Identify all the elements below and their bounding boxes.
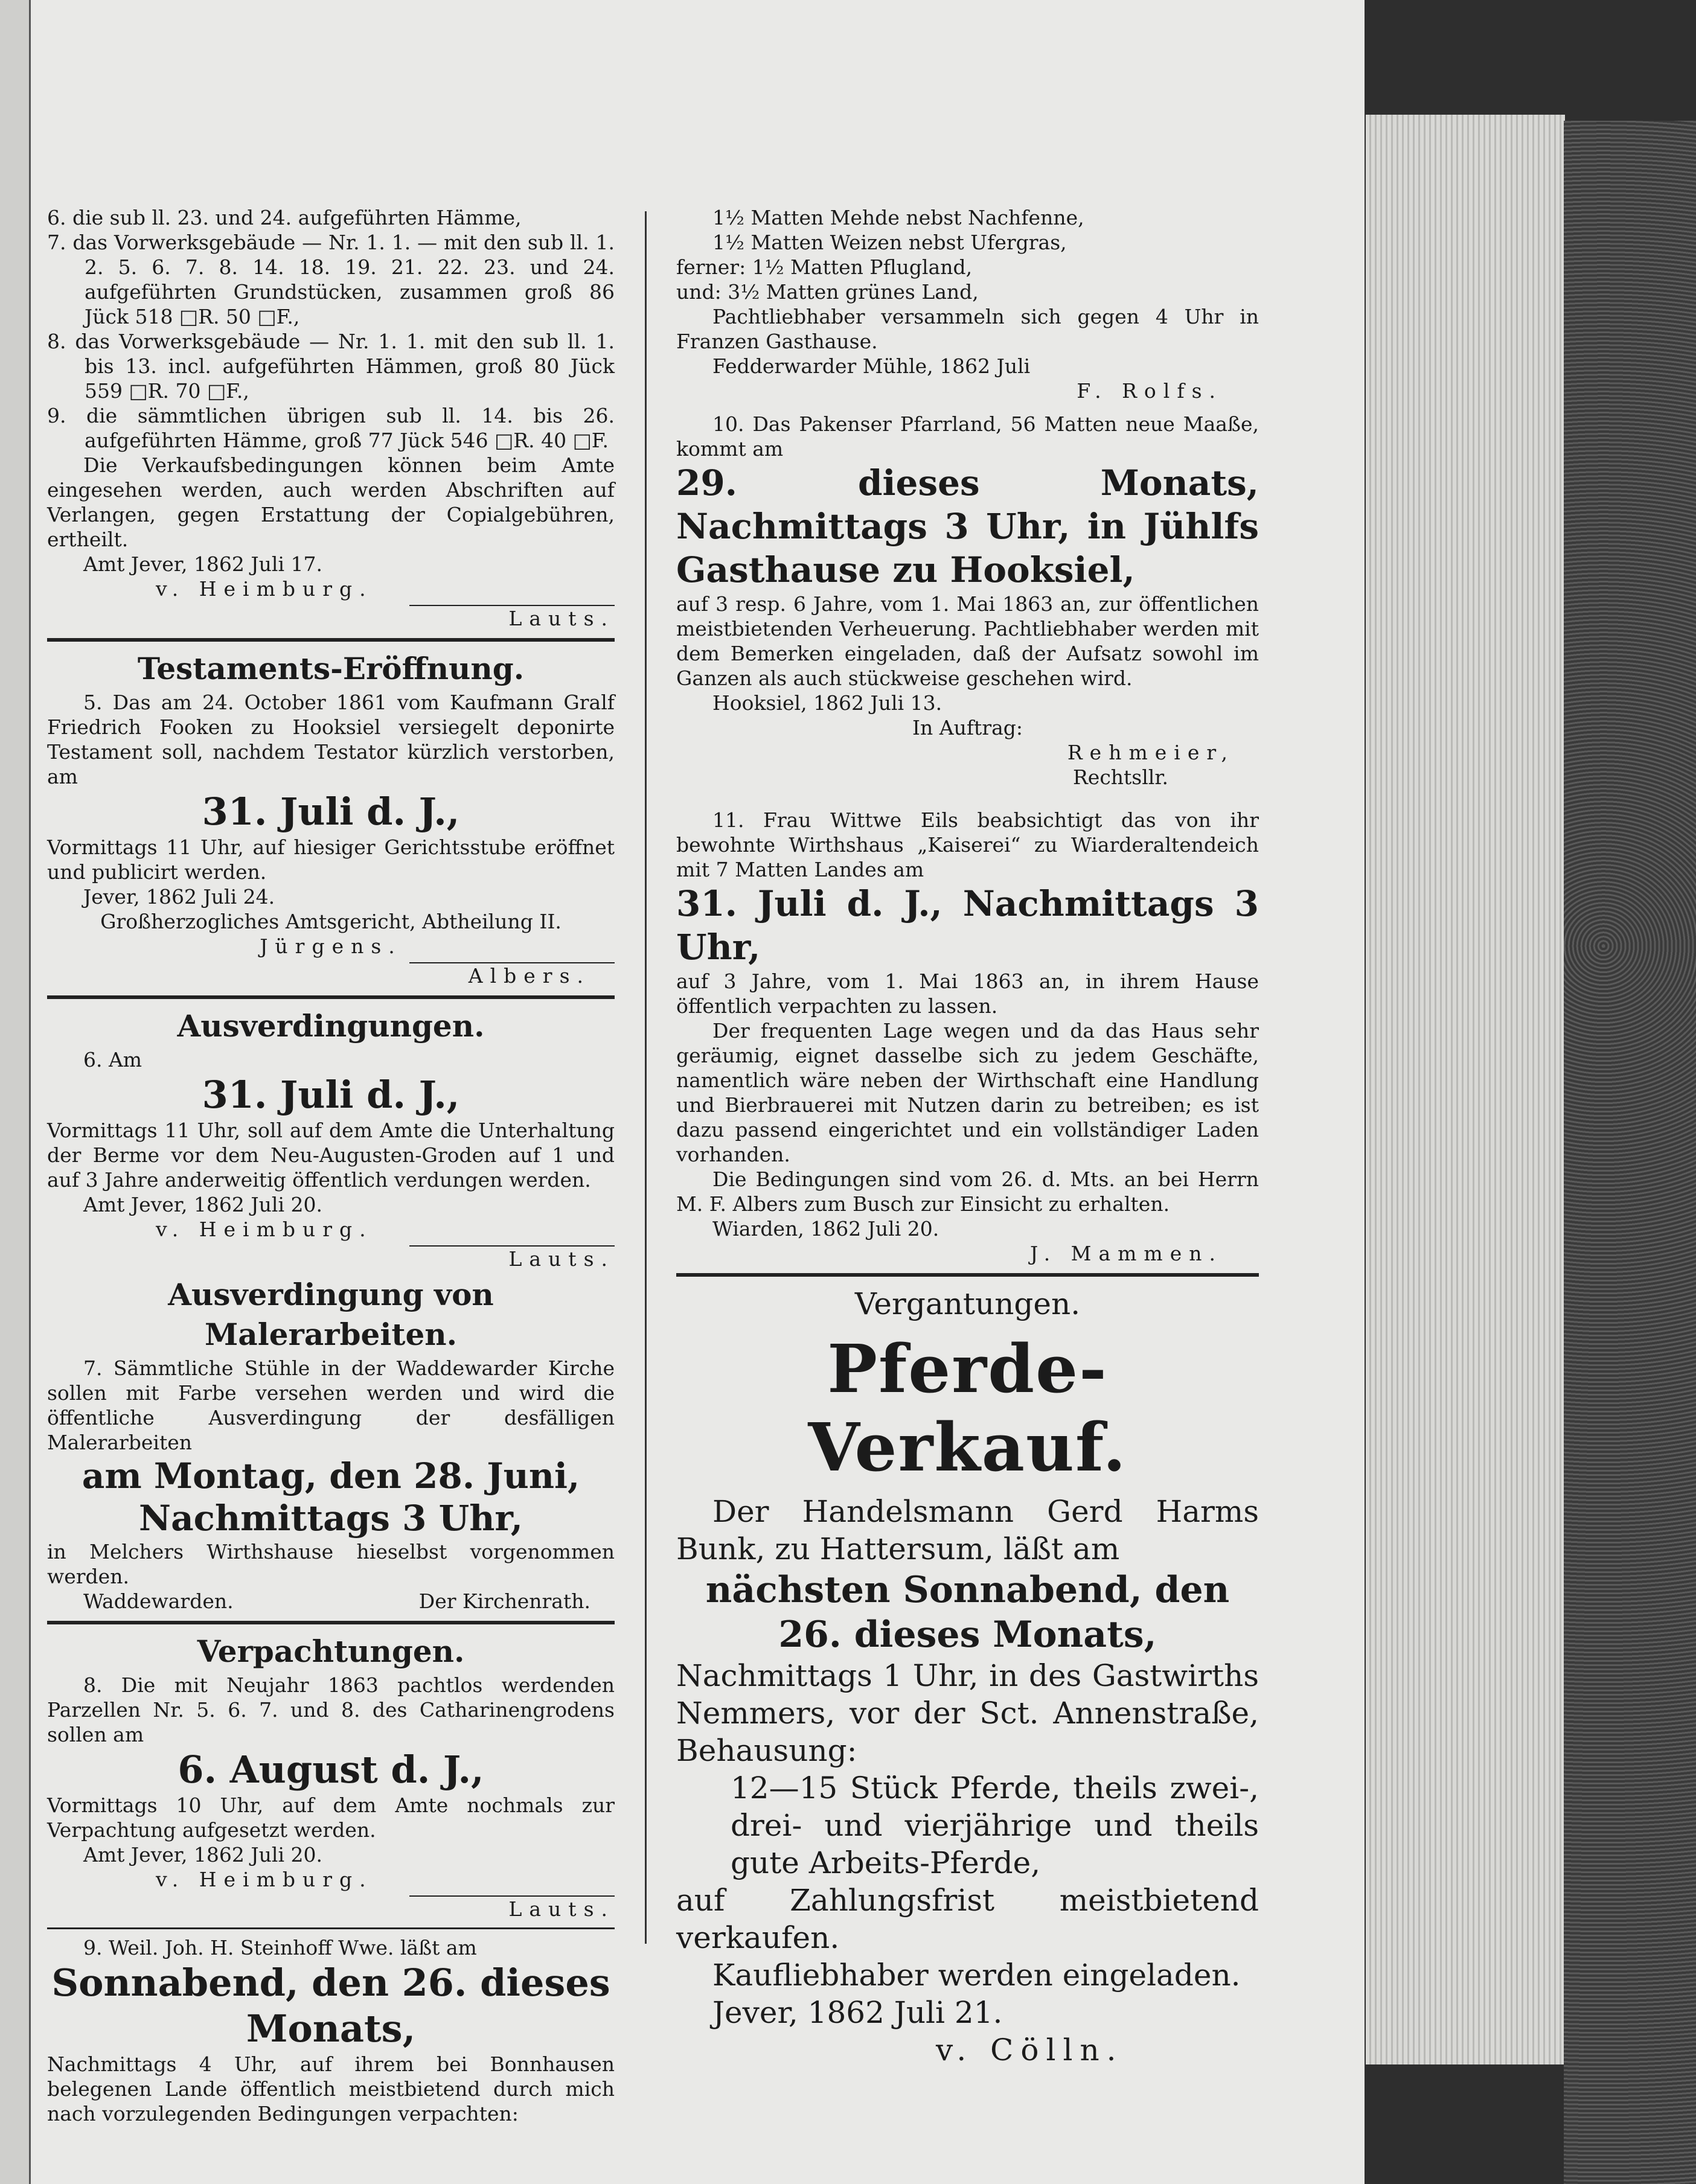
heading-verpachtungen: Verpachtungen. [197,1633,465,1669]
eils-signature: J. Mammen. [1030,1242,1223,1265]
steinhoff-date: Sonnabend, den 26. dieses Monats, [51,1961,610,2051]
book-cover [1564,121,1696,2184]
section-divider [47,995,615,999]
right-column [676,205,1259,2069]
eils-place: Wiarden, 1862 Juli 20. [712,1217,939,1240]
ausverdingung-signature: v. Heimburg. [156,1218,373,1241]
item-8: 8. das Vorwerksgebäude — Nr. 1. 1. mit den sub ll. 1. bis 13. incl. aufgeführten Hämmen, groß 80 Jück 559 □R. 70 □F., [47,330,615,403]
item-6: 6. die sub ll. 23. und 24. aufgeführten Hämme, [47,206,522,229]
ausverdingung-signature-2: Lauts. [508,1247,615,1271]
eils-text-2: auf 3 Jahre, vom 1. Mai 1863 an, in ihrem Hause öffentlich verpachten zu lassen. [676,969,1259,1018]
parcel-line: 1½ Matten Mehde nebst Nachfenne, [712,206,1084,229]
verpachtung-date: 6. August d. J., [178,1748,484,1792]
pakens-auftrag: In Auftrag: [912,716,1023,739]
item-7: 7. das Vorwerksgebäude — Nr. 1. 1. — mit den sub ll. 1. 2. 5. 6. 7. 8. 14. 18. 19. 21. 22. 23. und 24. aufgeführten Grundstücken, zusammen groß 86 Jück 518 □R. 50 □F., [47,231,615,328]
pferde-verkauf-title: Pferde-Verkauf. [808,1330,1127,1486]
pacht-place: Fedderwarder Mühle, 1862 Juli [712,354,1031,378]
heading-malerarbeiten: Ausverdingung von Malerarbeiten. [168,1277,494,1352]
verpachtung-text: 8. Die mit Neujahr 1863 pachtlos werdenden Parzellen Nr. 5. 6. 7. und 8. des Catharinengrodens sollen am [47,1673,615,1746]
testament-date: 31. Juli d. J., [202,790,460,834]
verpachtung-signature: v. Heimburg. [156,1868,373,1891]
ausverdingung-text: Vormittags 11 Uhr, soll auf dem Amte die Unterhaltung der Berme vor dem Neu-Augusten-Groden auf 1 und auf 3 Jahre anderweitig öffentlich verdungen werden. [47,1119,615,1192]
pferde-text: Der Handelsmann Gerd Harms Bunk, zu Hattersum, läßt am [676,1494,1259,1566]
item-9: 9. die sämmtlichen übrigen sub ll. 14. bis 26. aufgeführten Hämme, groß 77 Jück 546 □R. 40 □F. [47,404,615,452]
pacht-text: Pachtliebhaber versammeln sich gegen 4 Uhr in Franzen Gasthause. [676,305,1259,353]
pakens-place: Hooksiel, 1862 Juli 13. [712,691,942,715]
testament-text-2: Vormittags 11 Uhr, auf hiesiger Gerichtsstube eröffnet und publicirt werden. [47,835,615,884]
pferde-signature: v. Cölln. [936,2032,1124,2067]
pacht-signature: F. Rolfs. [1077,379,1223,403]
pferde-text-4: auf Zahlungsfrist meistbietend verkaufen. [676,1883,1259,1955]
testament-signature: Jürgens. [260,934,402,958]
pakens-text-2: auf 3 resp. 6 Jahre, vom 1. Mai 1863 an, zur öffentlichen meistbietenden Verheuerung. Pachtliebhaber werden mit dem Bemerken eingeladen, daß der Aufsatz sowohl im Ganzen als auch stückweise geschehen wird. [676,592,1259,690]
ausverdingung-date: 31. Juli d. J., [202,1073,460,1117]
steinhoff-text-2: Nachmittags 4 Uhr, auf ihrem bei Bonnhausen belegenen Lande öffentlich meistbietend durch mich nach vorzulegenden Bedingungen verpachten: [47,2052,615,2125]
testament-place: Jever, 1862 Juli 24. [83,885,275,908]
testament-court: Großherzogliches Amtsgericht, Abtheilung II. [100,910,562,933]
signature-secondary: Lauts. [508,607,615,630]
parcel-line: und: 3½ Matten grünes Land, [676,280,979,304]
place-date: Amt Jever, 1862 Juli 17. [83,552,322,576]
section-divider [47,638,615,642]
maler-place: Waddewarden. [83,1589,234,1613]
pferde-text-5: Kaufliebhaber werden eingeladen. [712,1958,1241,1993]
pakens-text: 10. Das Pakenser Pfarrland, 56 Matten neue Maaße, kommt am [676,412,1259,461]
steinhoff-text: 9. Weil. Joh. H. Steinhoff Wwe. läßt am [83,1936,477,1959]
section-divider [676,1273,1259,1277]
pferde-text-2: Nachmittags 1 Uhr, in des Gastwirths Nemmers, vor der Sct. Annenstraße, Behausung: [676,1658,1259,1768]
section-divider [47,1621,615,1624]
parcel-line: 1½ Matten Weizen nebst Ufergras, [712,231,1067,254]
eils-date: 31. Juli d. J., Nachmittags 3 Uhr, [676,883,1259,968]
pferde-date: nächsten Sonnabend, den 26. dieses Monats, [705,1569,1230,1656]
previous-page-edge [0,0,31,2184]
testament-signature-2: Albers. [468,964,590,988]
book-page-edges [1366,115,1565,2064]
column-separator [645,211,647,1944]
testament-text: 5. Das am 24. October 1861 vom Kaufmann Gralf Friedrich Fooken zu Hooksiel versiegelt deponirte Testament soll, nachdem Testator kürzlich verstorben, am [47,691,615,788]
maler-text-2: in Melchers Wirthshause hieselbst vorgenommen werden. [47,1540,615,1588]
parcel-line: ferner: 1½ Matten Pflugland, [676,255,973,279]
pferde-place: Jever, 1862 Juli 21. [712,1995,1003,2030]
maler-date: am Montag, den 28. Juni, Nachmittags 3 Uhr, [82,1455,580,1539]
maler-text: 7. Sämmtliche Stühle in der Waddewarder Kirche sollen mit Farbe versehen werden und wird die öffentliche Ausverdingung der desfälligen Malerarbeiten [47,1356,615,1454]
eils-text-4: Die Bedingungen sind vom 26. d. Mts. an bei Herrn M. F. Albers zum Busch zur Einsicht zu erhalten. [676,1167,1259,1216]
section-divider [47,1927,615,1929]
pakens-signature: Rehmeier, [1067,741,1235,764]
sale-conditions: Die Verkaufsbedingungen können beim Amte eingesehen werden, auch werden Abschriften auf Verlangen, gegen Erstattung der Copialgebühren, ertheilt. [47,453,615,551]
eils-text: 11. Frau Wittwe Eils beabsichtigt das von ihr bewohnte Wirthshaus „Kaiserei“ zu Wiarderaltendeich mit 7 Matten Landes am [676,808,1259,881]
verpachtung-place: Amt Jever, 1862 Juli 20. [83,1843,322,1866]
left-column [47,205,615,2126]
heading-testament: Testaments-Eröffnung. [137,651,525,686]
verpachtung-text-2: Vormittags 10 Uhr, auf dem Amte nochmals zur Verpachtung aufgesetzt werden. [47,1793,615,1842]
eils-text-3: Der frequenten Lage wegen und da das Haus sehr geräumig, eignet dasselbe sich zu jedem Geschäfte, namentlich wäre neben der Wirthschaft eine Handlung und Bierbrauerei mit Nutzen darin zu betreiben; es ist dazu passend eingerichtet und ein vollständiger Laden vorhanden. [676,1019,1259,1166]
pferde-text-3: 12—15 Stück Pferde, theils zwei-, drei- und vierjährige und theils gute Arbeits-Pferde, [731,1771,1259,1880]
heading-ausverdingungen: Ausverdingungen. [177,1008,485,1044]
verpachtung-signature-2: Lauts. [508,1897,615,1921]
ausverdingung-number: 6. Am [83,1048,142,1071]
signature: v. Heimburg. [156,577,373,601]
pakens-date: 29. dieses Monats, Nachmittags 3 Uhr, in Jühlfs Gasthause zu Hooksiel, [676,462,1259,590]
pakens-signature-2: Rechtsllr. [1072,765,1168,789]
maler-signature: Der Kirchenrath. [418,1589,590,1613]
heading-vergantungen: Vergantungen. [854,1286,1081,1321]
maler-footer [47,1589,615,1614]
ausverdingung-place: Amt Jever, 1862 Juli 20. [83,1193,322,1216]
